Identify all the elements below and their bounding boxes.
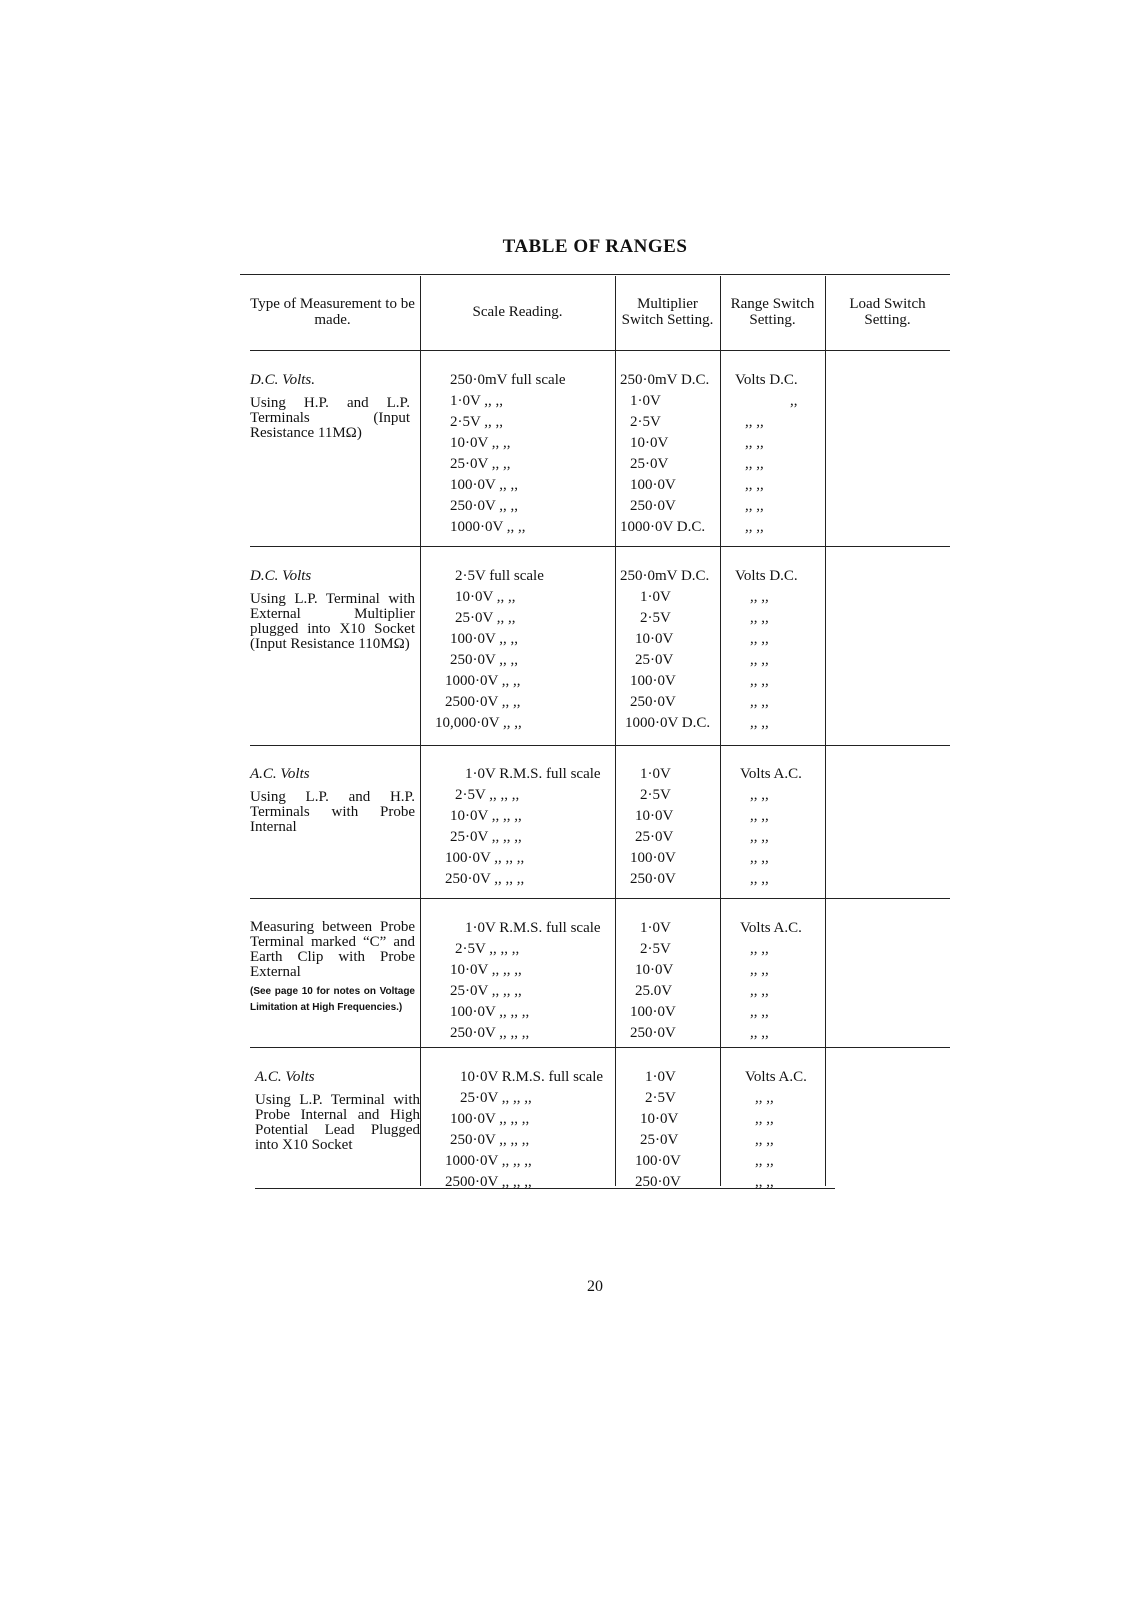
col-divider-2 (615, 276, 616, 1186)
header-type: Type of Measurement to be made. (250, 296, 415, 328)
scale-reading: 1·0V ,, ,, (450, 393, 504, 409)
col-divider-3 (720, 276, 721, 1186)
multiplier-setting: 10·0V (640, 1111, 679, 1127)
range-setting: ,, ,, (750, 850, 769, 866)
col-divider-1 (420, 276, 421, 1186)
scale-reading: 250·0mV full scale (450, 372, 566, 388)
multiplier-setting: 2·5V (640, 941, 671, 957)
scale-reading: 1·0V R.M.S. full scale (465, 920, 601, 936)
multiplier-setting: 25·0V (630, 456, 669, 472)
multiplier-setting: 100·0V (630, 1004, 676, 1020)
scale-reading: 250·0V ,, ,, (450, 652, 519, 668)
scale-reading: 1·0V R.M.S. full scale (465, 766, 601, 782)
scale-reading: 25·0V ,, ,, ,, (450, 829, 522, 845)
multiplier-setting: 1·0V (640, 920, 671, 936)
scale-reading: 250·0V ,, ,, ,, (445, 871, 525, 887)
scale-reading: 10·0V R.M.S. full scale (460, 1069, 604, 1085)
range-setting: ,, ,, (750, 1004, 769, 1020)
scale-reading: 10,000·0V ,, ,, (435, 715, 522, 731)
multiplier-setting: 10·0V (635, 962, 674, 978)
range-setting: ,, ,, (750, 962, 769, 978)
multiplier-setting: 1·0V (640, 589, 671, 605)
range-setting: ,, ,, (750, 808, 769, 824)
table-bottom-rule (255, 1188, 835, 1189)
scale-reading: 25·0V ,, ,, ,, (460, 1090, 532, 1106)
section-title: A.C. Volts (255, 1069, 315, 1085)
range-setting: ,, ,, (750, 589, 769, 605)
header-rule (250, 350, 950, 351)
scale-reading: 10·0V ,, ,, ,, (450, 962, 522, 978)
header-scale: Scale Reading. (472, 304, 563, 320)
multiplier-setting: 1000·0V D.C. (625, 715, 711, 731)
page-title: TABLE OF RANGES (502, 236, 688, 257)
section-title: D.C. Volts (250, 568, 312, 584)
section-description: Measuring between Probe Terminal marked “C” and Earth Clip with Probe External (250, 919, 415, 980)
range-setting: Volts A.C. (740, 766, 802, 782)
range-setting: ,, ,, (750, 787, 769, 803)
multiplier-setting: 250·0mV D.C. (620, 372, 710, 388)
multiplier-setting: 250·0V (630, 694, 676, 710)
multiplier-setting: 10·0V (630, 435, 669, 451)
range-setting: ,, ,, (755, 1174, 774, 1190)
col-divider-4 (825, 276, 826, 1186)
multiplier-setting: 250·0V (630, 871, 676, 887)
scale-reading: 2·5V ,, ,, ,, (455, 787, 520, 803)
range-setting: ,, ,, (745, 456, 764, 472)
scale-reading: 2500·0V ,, ,, (445, 694, 521, 710)
range-setting: ,, ,, (750, 715, 769, 731)
scale-reading: 1000·0V ,, ,, ,, (445, 1153, 532, 1169)
scale-reading: 100·0V ,, ,, ,, (450, 1111, 530, 1127)
range-setting: ,, ,, (745, 477, 764, 493)
section-rule-5 (250, 1047, 950, 1048)
multiplier-setting: 25.0V (635, 983, 673, 999)
multiplier-setting: 25·0V (635, 829, 674, 845)
range-setting: ,, ,, (755, 1153, 774, 1169)
scale-reading: 10·0V ,, ,, ,, (450, 808, 522, 824)
scale-reading: 25·0V ,, ,, (450, 456, 511, 472)
range-setting: ,, ,, (755, 1090, 774, 1106)
multiplier-setting: 1·0V (630, 393, 661, 409)
multiplier-setting: 100·0V (630, 477, 676, 493)
multiplier-setting: 25·0V (635, 652, 674, 668)
range-setting: ,, ,, (755, 1132, 774, 1148)
multiplier-setting: 2·5V (640, 787, 671, 803)
section-note: (See page 10 for notes on Voltage Limitation at High Frequencies.) (250, 986, 415, 1013)
scale-reading: 10·0V ,, ,, (455, 589, 516, 605)
range-setting: ,, ,, (745, 519, 764, 535)
multiplier-setting: 2·5V (645, 1090, 676, 1106)
range-setting: Volts D.C. (735, 372, 798, 388)
range-setting: ,, ,, (745, 498, 764, 514)
range-setting: Volts A.C. (740, 920, 802, 936)
multiplier-setting: 250·0mV D.C. (620, 568, 710, 584)
multiplier-setting: 2·5V (640, 610, 671, 626)
scale-reading: 2·5V ,, ,, (450, 414, 504, 430)
section-title: A.C. Volts (250, 766, 310, 782)
range-setting: ,, ,, (750, 871, 769, 887)
range-setting: ,, ,, (750, 631, 769, 647)
scale-reading: 1000·0V ,, ,, (450, 519, 526, 535)
range-setting: ,, ,, (750, 694, 769, 710)
range-setting: ,, ,, (750, 829, 769, 845)
scale-reading: 25·0V ,, ,, (455, 610, 516, 626)
range-setting: ,, ,, (750, 983, 769, 999)
section-rule-2 (250, 546, 950, 547)
header-range: Range Switch Setting. (730, 296, 815, 328)
multiplier-setting: 2·5V (630, 414, 661, 430)
range-setting: ,, (790, 393, 798, 409)
range-setting: Volts A.C. (745, 1069, 807, 1085)
multiplier-setting: 250·0V (630, 1025, 676, 1041)
scale-reading: 2500·0V ,, ,, ,, (445, 1174, 532, 1190)
range-setting: Volts D.C. (735, 568, 798, 584)
scale-reading: 10·0V ,, ,, (450, 435, 511, 451)
range-setting: ,, ,, (745, 435, 764, 451)
range-setting: ,, ,, (755, 1111, 774, 1127)
multiplier-setting: 250·0V (630, 498, 676, 514)
range-setting: ,, ,, (750, 610, 769, 626)
scale-reading: 100·0V ,, ,, (450, 631, 519, 647)
multiplier-setting: 250·0V (635, 1174, 681, 1190)
section-description: Using H.P. and L.P. Terminals (Input Resistance 11MΩ) (250, 395, 410, 441)
multiplier-setting: 1·0V (645, 1069, 676, 1085)
multiplier-setting: 100·0V (630, 850, 676, 866)
section-description: Using L.P. Terminal with Probe Internal and High Potential Lead Plugged into X10 Socket (255, 1092, 420, 1153)
section-description: Using L.P. and H.P. Terminals with Probe Internal (250, 789, 415, 835)
scale-reading: 250·0V ,, ,, ,, (450, 1132, 530, 1148)
multiplier-setting: 10·0V (635, 808, 674, 824)
scale-reading: 25·0V ,, ,, ,, (450, 983, 522, 999)
multiplier-setting: 10·0V (635, 631, 674, 647)
section-description: Using L.P. Terminal with External Multiplier plugged into X10 Socket (Input Resistance 110MΩ) (250, 591, 415, 652)
header-load: Load Switch Setting. (849, 296, 926, 328)
range-setting: ,, ,, (750, 673, 769, 689)
scale-reading: 250·0V ,, ,, (450, 498, 519, 514)
page-number: 20 (587, 1278, 603, 1295)
header-multiplier: Multiplier Switch Setting. (621, 296, 714, 328)
multiplier-setting: 100·0V (635, 1153, 681, 1169)
multiplier-setting: 1·0V (640, 766, 671, 782)
scale-reading: 2·5V ,, ,, ,, (455, 941, 520, 957)
section-rule-4 (250, 898, 950, 899)
multiplier-setting: 1000·0V D.C. (620, 519, 706, 535)
scale-reading: 2·5V full scale (455, 568, 544, 584)
table-top-rule (240, 274, 950, 275)
scale-reading: 1000·0V ,, ,, (445, 673, 521, 689)
scale-reading: 100·0V ,, ,, ,, (450, 1004, 530, 1020)
range-setting: ,, ,, (750, 941, 769, 957)
multiplier-setting: 25·0V (640, 1132, 679, 1148)
section-title: D.C. Volts. (250, 372, 316, 388)
scale-reading: 100·0V ,, ,, ,, (445, 850, 525, 866)
range-setting: ,, ,, (750, 652, 769, 668)
scale-reading: 100·0V ,, ,, (450, 477, 519, 493)
multiplier-setting: 100·0V (630, 673, 676, 689)
section-rule-3 (250, 745, 950, 746)
range-setting: ,, ,, (750, 1025, 769, 1041)
range-setting: ,, ,, (745, 414, 764, 430)
scale-reading: 250·0V ,, ,, ,, (450, 1025, 530, 1041)
